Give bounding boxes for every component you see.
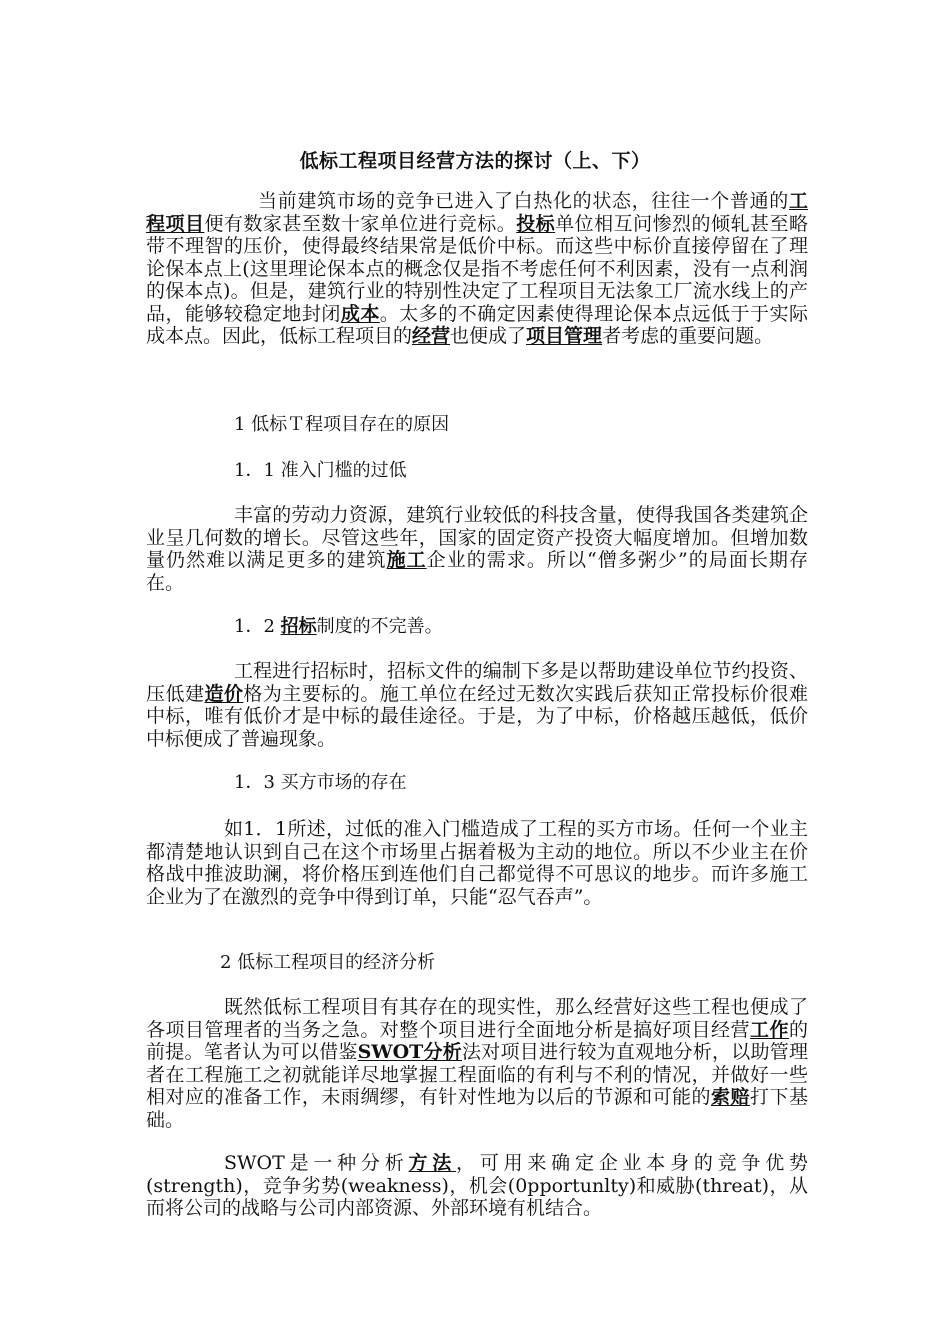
text-run: ，可用来确定企业本身的竞争优势(strength)，竞争劣势(weakness)，机会(0pportunlty)和威胁(threat)，从而将公司的战略与公司内部资源、外部环境有机结合。	[146, 1152, 808, 1219]
text-run: 企业的需求。所以“僧多粥少”的局面长期存在。	[146, 549, 808, 594]
keyword-link[interactable]: SWOT分析	[357, 1041, 463, 1063]
keyword-link[interactable]: 施工	[386, 549, 427, 571]
text-run: 便有数家甚至数十家单位进行竞标。	[204, 212, 517, 235]
keyword-link[interactable]: 索赔	[711, 1086, 750, 1108]
text-run: 既然低标工程项目有其存在的现实性，那么经营好这些工程也便成了各项目管理者的当务之急。对整个项目进行全面地分析是搞好项目经营	[146, 996, 808, 1041]
text-run: 的前提。笔者认为可以借鉴	[146, 1018, 808, 1063]
text-run: 工程进行招标时，招标文件的编制下多是以帮助建设单位节约投资、压低建	[146, 660, 808, 705]
paragraph-2	[146, 996, 808, 1131]
subsection-heading-1-2	[234, 616, 443, 638]
paragraph-1-3: 如1．1所述，过低的准入门槛造成了工程的买方市场。任何一个业主都清楚地认识到自己在这个市场里占据着极为主动的地位。所以不少业主在价格战中推波助澜，将价格压到连他们自己都觉得不可思议的地步。而许多施工企业为了在激烈的竞争中得到订单，只能“忍气吞声”。	[146, 818, 808, 908]
keyword-link[interactable]: 工程项目	[146, 190, 808, 235]
keyword-link[interactable]: 造价	[204, 682, 244, 705]
text-run: 也便成了	[450, 325, 527, 347]
text-run: 打下基础。	[146, 1086, 808, 1131]
section-heading-1: 1 低标Ｔ程项目存在的原因	[234, 414, 450, 435]
keyword-link[interactable]: 招标	[280, 616, 317, 637]
keyword-link[interactable]: 方法	[408, 1152, 457, 1174]
text-run: 。太多的不确定因素使得理论保本点远低于于实际成本点。因此，低标工程项目的	[146, 302, 808, 347]
keyword-link[interactable]: 投标	[516, 212, 556, 235]
keyword-link[interactable]: 工作	[750, 1018, 789, 1041]
text-run: SWOT是一种分析	[224, 1152, 409, 1174]
text-run: 丰富的劳动力资源，建筑行业较低的科技含量，使得我国各类建筑企业呈几何数的增长。尽管这些年，国家的固定资产投资大幅度增加。但增加数量仍然难以满足更多的建筑	[146, 504, 808, 571]
text-run: 格为主要标的。施工单位在经过无数次实践后获知正常投标价很难中标，唯有低价才是中标的最佳途径。于是，为了中标，价格越压越低，低价中标便成了普遍现象。	[146, 682, 808, 750]
paragraph-1-2	[146, 660, 808, 750]
subsection-heading-1-3: 1．3 买方市场的存在	[234, 772, 407, 793]
text-run: 制度的不完善。	[316, 616, 443, 637]
section-heading-2: 2 低标工程项目的经济分析	[220, 952, 436, 973]
keyword-link[interactable]: 成本	[340, 302, 380, 325]
document-title: 低标工程项目经营方法的探讨（上、下）	[299, 150, 651, 172]
paragraph-1-1	[146, 504, 808, 594]
paragraph-intro	[146, 190, 808, 348]
text-run: 者考虑的重要问题。	[602, 325, 774, 347]
keyword-link[interactable]: 经营	[412, 325, 451, 347]
subsection-heading-1-1: 1．1 准入门槛的过低	[234, 460, 407, 481]
text-run: 单位相互问惨烈的倾轧甚至略带不理智的压价，使得最终结果常是低价中标。而这些中标价直接停留在了理论保本点上(这里理论保本点的概念仅是指不考虑任何不利因素，没有一点利润的保本点)。但是，建筑行业的特别性决定了工程项目无法象工厂流水线上的产品，能够较稳定地封闭	[146, 212, 808, 325]
keyword-link[interactable]: 项目管理	[526, 325, 603, 347]
text-run: 1．2	[234, 616, 281, 637]
paragraph-swot	[146, 1152, 808, 1220]
text-run: 法对项目进行较为直观地分析，以助管理者在工程施工之初就能详尽地掌握工程面临的有利与不利的情况，并做好一些相对应的准备工作，未雨绸缪，有针对性地为以后的节源和可能的	[146, 1041, 808, 1108]
text-run: 当前建筑市场的竞争已进入了白热化的状态，往往一个普通的	[258, 190, 789, 212]
